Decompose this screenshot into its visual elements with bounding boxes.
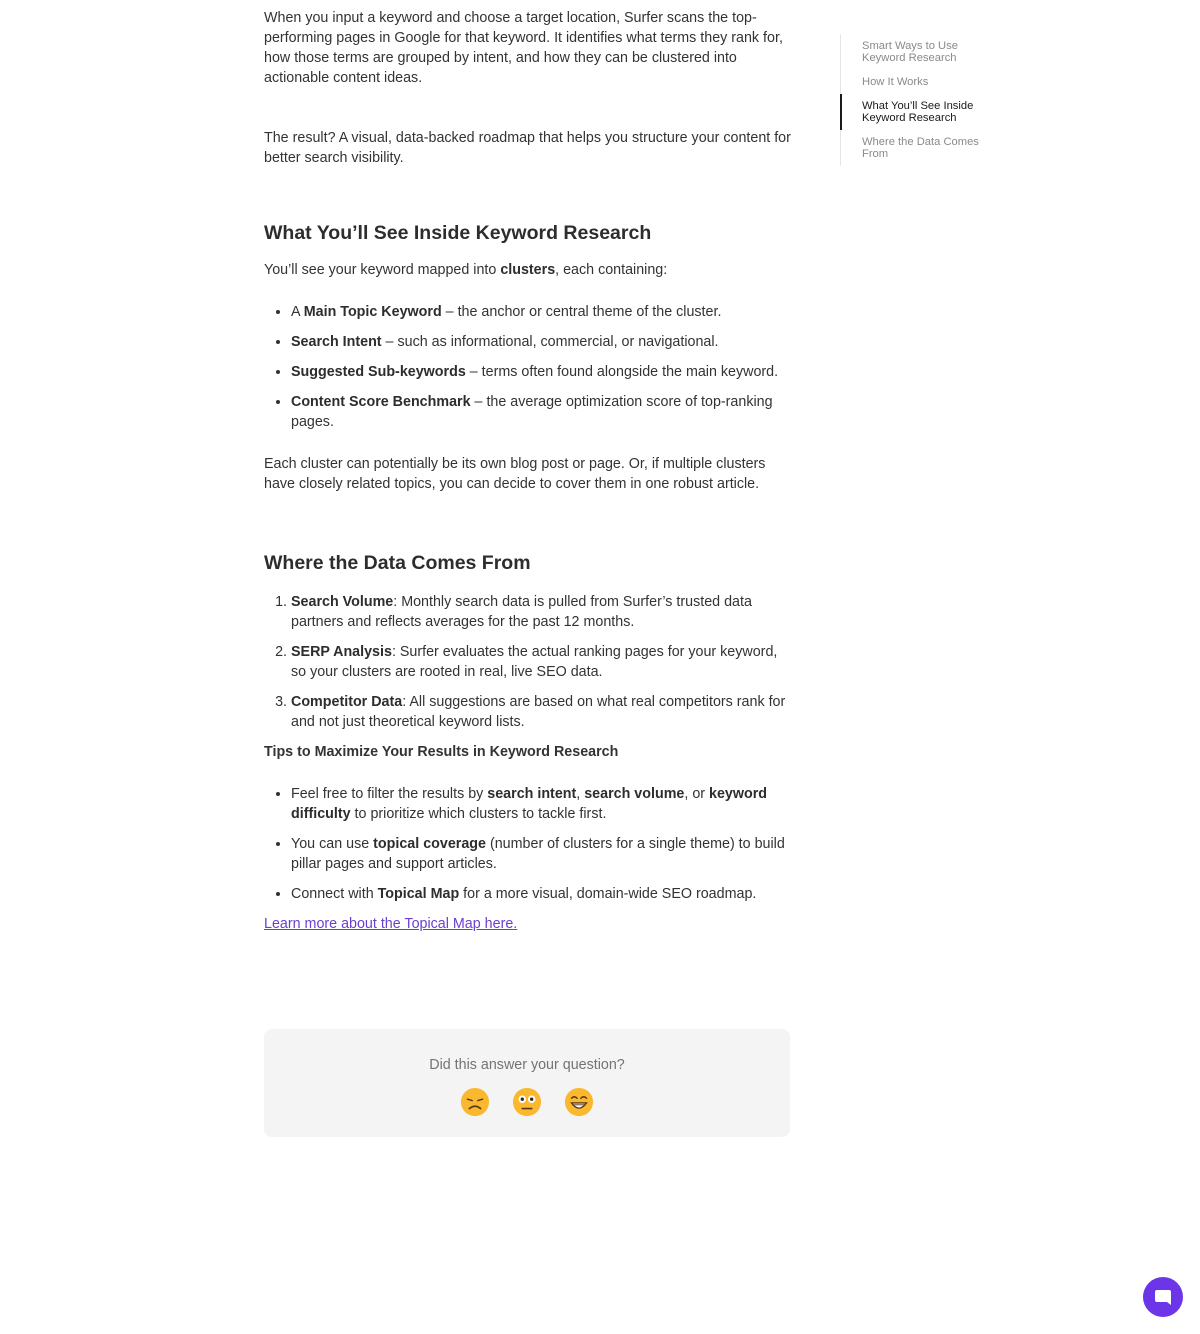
toc-item-what-youll-see[interactable]: What You’ll See Inside Keyword Research [840, 94, 991, 130]
list-item: • Content Score Benchmark – the average optimization score of top-ranking pages. [291, 392, 794, 432]
list-item: • A Main Topic Keyword – the anchor or central theme of the cluster. [291, 302, 794, 322]
each-cluster-paragraph: Each cluster can potentially be its own blog post or page. Or, if multiple clusters have closely related topics, you can decide to cover them in one robust article. [264, 456, 766, 492]
feedback-reactions [264, 1087, 790, 1117]
tips-list [264, 784, 794, 904]
cluster-items-list [264, 302, 794, 432]
list-item: • Connect with Topical Map for a more visual, domain-wide SEO roadmap. [291, 884, 794, 904]
grinning-face-icon[interactable] [564, 1087, 594, 1117]
list-item: • Suggested Sub-keywords – terms often found alongside the main keyword. [291, 362, 794, 382]
list-item: • Search Intent – such as informational, commercial, or navigational. [291, 332, 794, 352]
toc-item-smart-ways[interactable]: Smart Ways to Use Keyword Research [862, 40, 958, 64]
neutral-face-icon[interactable] [512, 1087, 542, 1117]
clusters-intro: You’ll see your keyword mapped into clusters, each containing: [264, 262, 668, 278]
section-heading-inside: What You’ll See Inside Keyword Research [264, 222, 652, 244]
chat-launcher-button[interactable] [1143, 1277, 1183, 1317]
data-sources-list [264, 592, 794, 732]
feedback-question: Did this answer your question? [429, 1057, 625, 1073]
list-item: 1. Search Volume: Monthly search data is pulled from Surfer’s trusted data partners and reflects averages for the past 12 months. [291, 592, 794, 632]
feedback-box [264, 1029, 790, 1137]
list-item: 2. SERP Analysis: Surfer evaluates the actual ranking pages for your keyword, so your clusters are rooted in real, live SEO data. [291, 642, 794, 682]
list-item: • You can use topical coverage (number of clusters for a single theme) to build pillar pages and support articles. [291, 834, 794, 874]
topical-map-link[interactable]: Learn more about the Topical Map here. [264, 916, 518, 932]
toc-item-how-it-works[interactable]: How It Works [862, 76, 929, 88]
article-body [264, 8, 794, 934]
toc-item-data-source[interactable]: Where the Data Comes From [862, 136, 979, 160]
list-item: • Feel free to filter the results by search intent, search volume, or keyword difficulty to prioritize which clusters to tackle first. [291, 784, 794, 824]
intro-paragraph: When you input a keyword and choose a target location, Surfer scans the top-performing pages in Google for that keyword. It identifies what terms they rank for, how those terms are grouped by intent, and how they can be clustered into actionable content ideas. [264, 10, 783, 86]
section-heading-data: Where the Data Comes From [264, 552, 531, 574]
list-item: 3. Competitor Data: All suggestions are based on what real competitors rank for and not just theoretical keyword lists. [291, 692, 794, 732]
disappointed-face-icon[interactable] [460, 1087, 490, 1117]
table-of-contents [840, 34, 991, 166]
chat-bubble-icon [1153, 1287, 1173, 1307]
result-paragraph: The result? A visual, data-backed roadmap that helps you structure your content for better search visibility. [264, 130, 791, 166]
tips-heading: Tips to Maximize Your Results in Keyword Research [264, 744, 619, 760]
